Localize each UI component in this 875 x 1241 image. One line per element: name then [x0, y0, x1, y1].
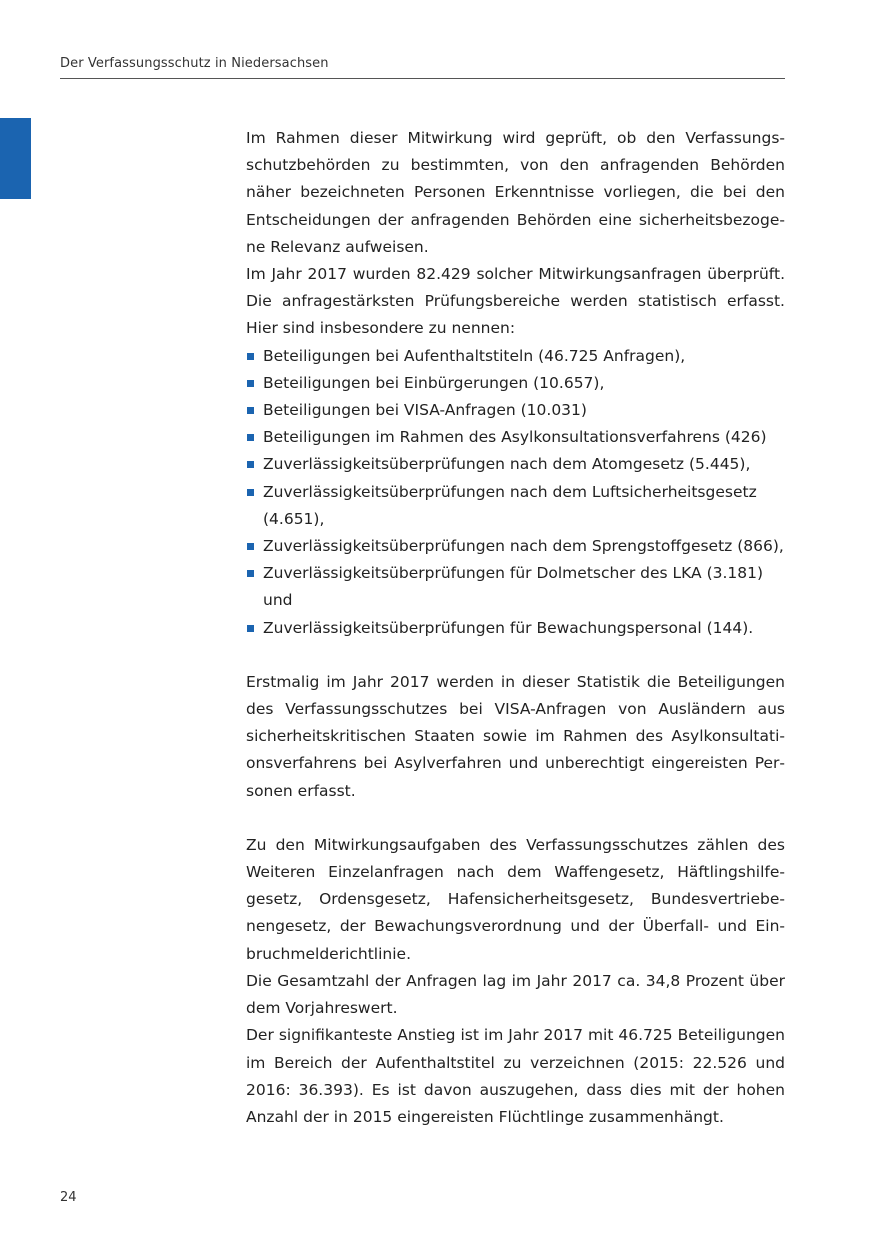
body-text — [246, 125, 785, 1131]
square-bullet-icon — [247, 543, 254, 550]
list-item — [246, 424, 785, 451]
list-item — [246, 560, 785, 614]
page-number: 24 — [60, 1190, 77, 1205]
square-bullet-icon — [247, 434, 254, 441]
chapter-tab-marker — [0, 118, 31, 199]
list-item-text: Zuverlässigkeitsüberprüfungen für Dolmetscher des LKA (3.181) und — [263, 564, 764, 610]
paragraph-anfragen-2017: Im Jahr 2017 wurden 82.429 solcher Mitwirkungsanfragen überprüft. Die anfragestärksten Prüfungsbereiche werden statistisch erfasst. Hier sind insbesondere zu nennen: — [246, 265, 785, 338]
pruefungsbereiche-list — [246, 343, 785, 642]
square-bullet-icon — [247, 461, 254, 468]
list-item — [246, 397, 785, 424]
list-item-text: Zuverlässigkeitsüberprüfungen nach dem Sprengstoffgesetz (866), — [263, 537, 784, 556]
list-item-text: Zuverlässigkeitsüberprüfungen nach dem Atomgesetz (5.445), — [263, 455, 751, 474]
list-item-text: Beteiligungen bei VISA-Anfragen (10.031) — [263, 401, 587, 420]
square-bullet-icon — [247, 353, 254, 360]
header-divider — [60, 78, 785, 79]
list-item — [246, 615, 785, 642]
list-item — [246, 533, 785, 560]
square-bullet-icon — [247, 625, 254, 632]
list-item-text: Zuverlässigkeitsüberprüfungen nach dem Luftsicherheitsgesetz (4.651), — [263, 482, 757, 528]
list-item-text: Beteiligungen bei Aufenthaltstiteln (46.725 Anfragen), — [263, 346, 686, 365]
paragraph-erstmalig: Erstmalig im Jahr 2017 werden in dieser Statistik die Beteiligungen des Verfassungsschutzes bei VISA-Anfragen von Ausländern aus sicherheitskritischen Staaten sowie im Rahmen des Asylkonsultationsverfahrens bei Asylverfahren und unberechtigt eingereisten Personen erfasst. — [246, 672, 785, 800]
list-item-text: Beteiligungen im Rahmen des Asylkonsultationsverfahrens (426) — [263, 428, 767, 447]
paragraph-anstieg: Der signifikanteste Anstieg ist im Jahr 2017 mit 46.725 Beteiligungen im Bereich der Aufenthaltstitel zu verzeichnen (2015: 22.526 und 2016: 36.393). Es ist davon auszugehen, dass dies mit der hohen Anzahl der in 2015 eingereisten Flüchtlinge zusammenhängt. — [246, 1026, 785, 1126]
list-item-text: Beteiligungen bei Einbürgerungen (10.657), — [263, 373, 605, 392]
square-bullet-icon — [247, 489, 254, 496]
square-bullet-icon — [247, 380, 254, 387]
paragraph-gesamtzahl: Die Gesamtzahl der Anfragen lag im Jahr 2017 ca. 34,8 Prozent über dem Vorjahreswert. — [246, 971, 785, 1018]
square-bullet-icon — [247, 407, 254, 414]
list-item-text: Zuverlässigkeitsüberprüfungen für Bewachungspersonal (144). — [263, 618, 754, 637]
square-bullet-icon — [247, 570, 254, 577]
list-item — [246, 451, 785, 478]
running-header: Der Verfassungsschutz in Niedersachsen — [60, 56, 329, 71]
paragraph-mitwirkungsaufgaben: Zu den Mitwirkungsaufgaben des Verfassungsschutzes zählen des Weiteren Einzelanfragen nach dem Waffengesetz, Häftlingshilfegesetz, Ordensgesetz, Hafensicherheitsgesetz, Bundesvertriebenengesetz, der Bewachungsverordnung und der Überfall- und Einbruchmelderichtlinie. — [246, 835, 785, 963]
list-item — [246, 343, 785, 370]
list-item — [246, 479, 785, 533]
paragraph-mitwirkung: Im Rahmen dieser Mitwirkung wird geprüft, ob den Verfassungsschutzbehörden zu bestimmten, von den anfragenden Behörden näher bezeichneten Personen Erkenntnisse vorliegen, die bei den Entscheidungen der anfragenden Behörden eine sicherheitsbezogene Relevanz aufweisen. — [246, 129, 785, 256]
list-item — [246, 370, 785, 397]
